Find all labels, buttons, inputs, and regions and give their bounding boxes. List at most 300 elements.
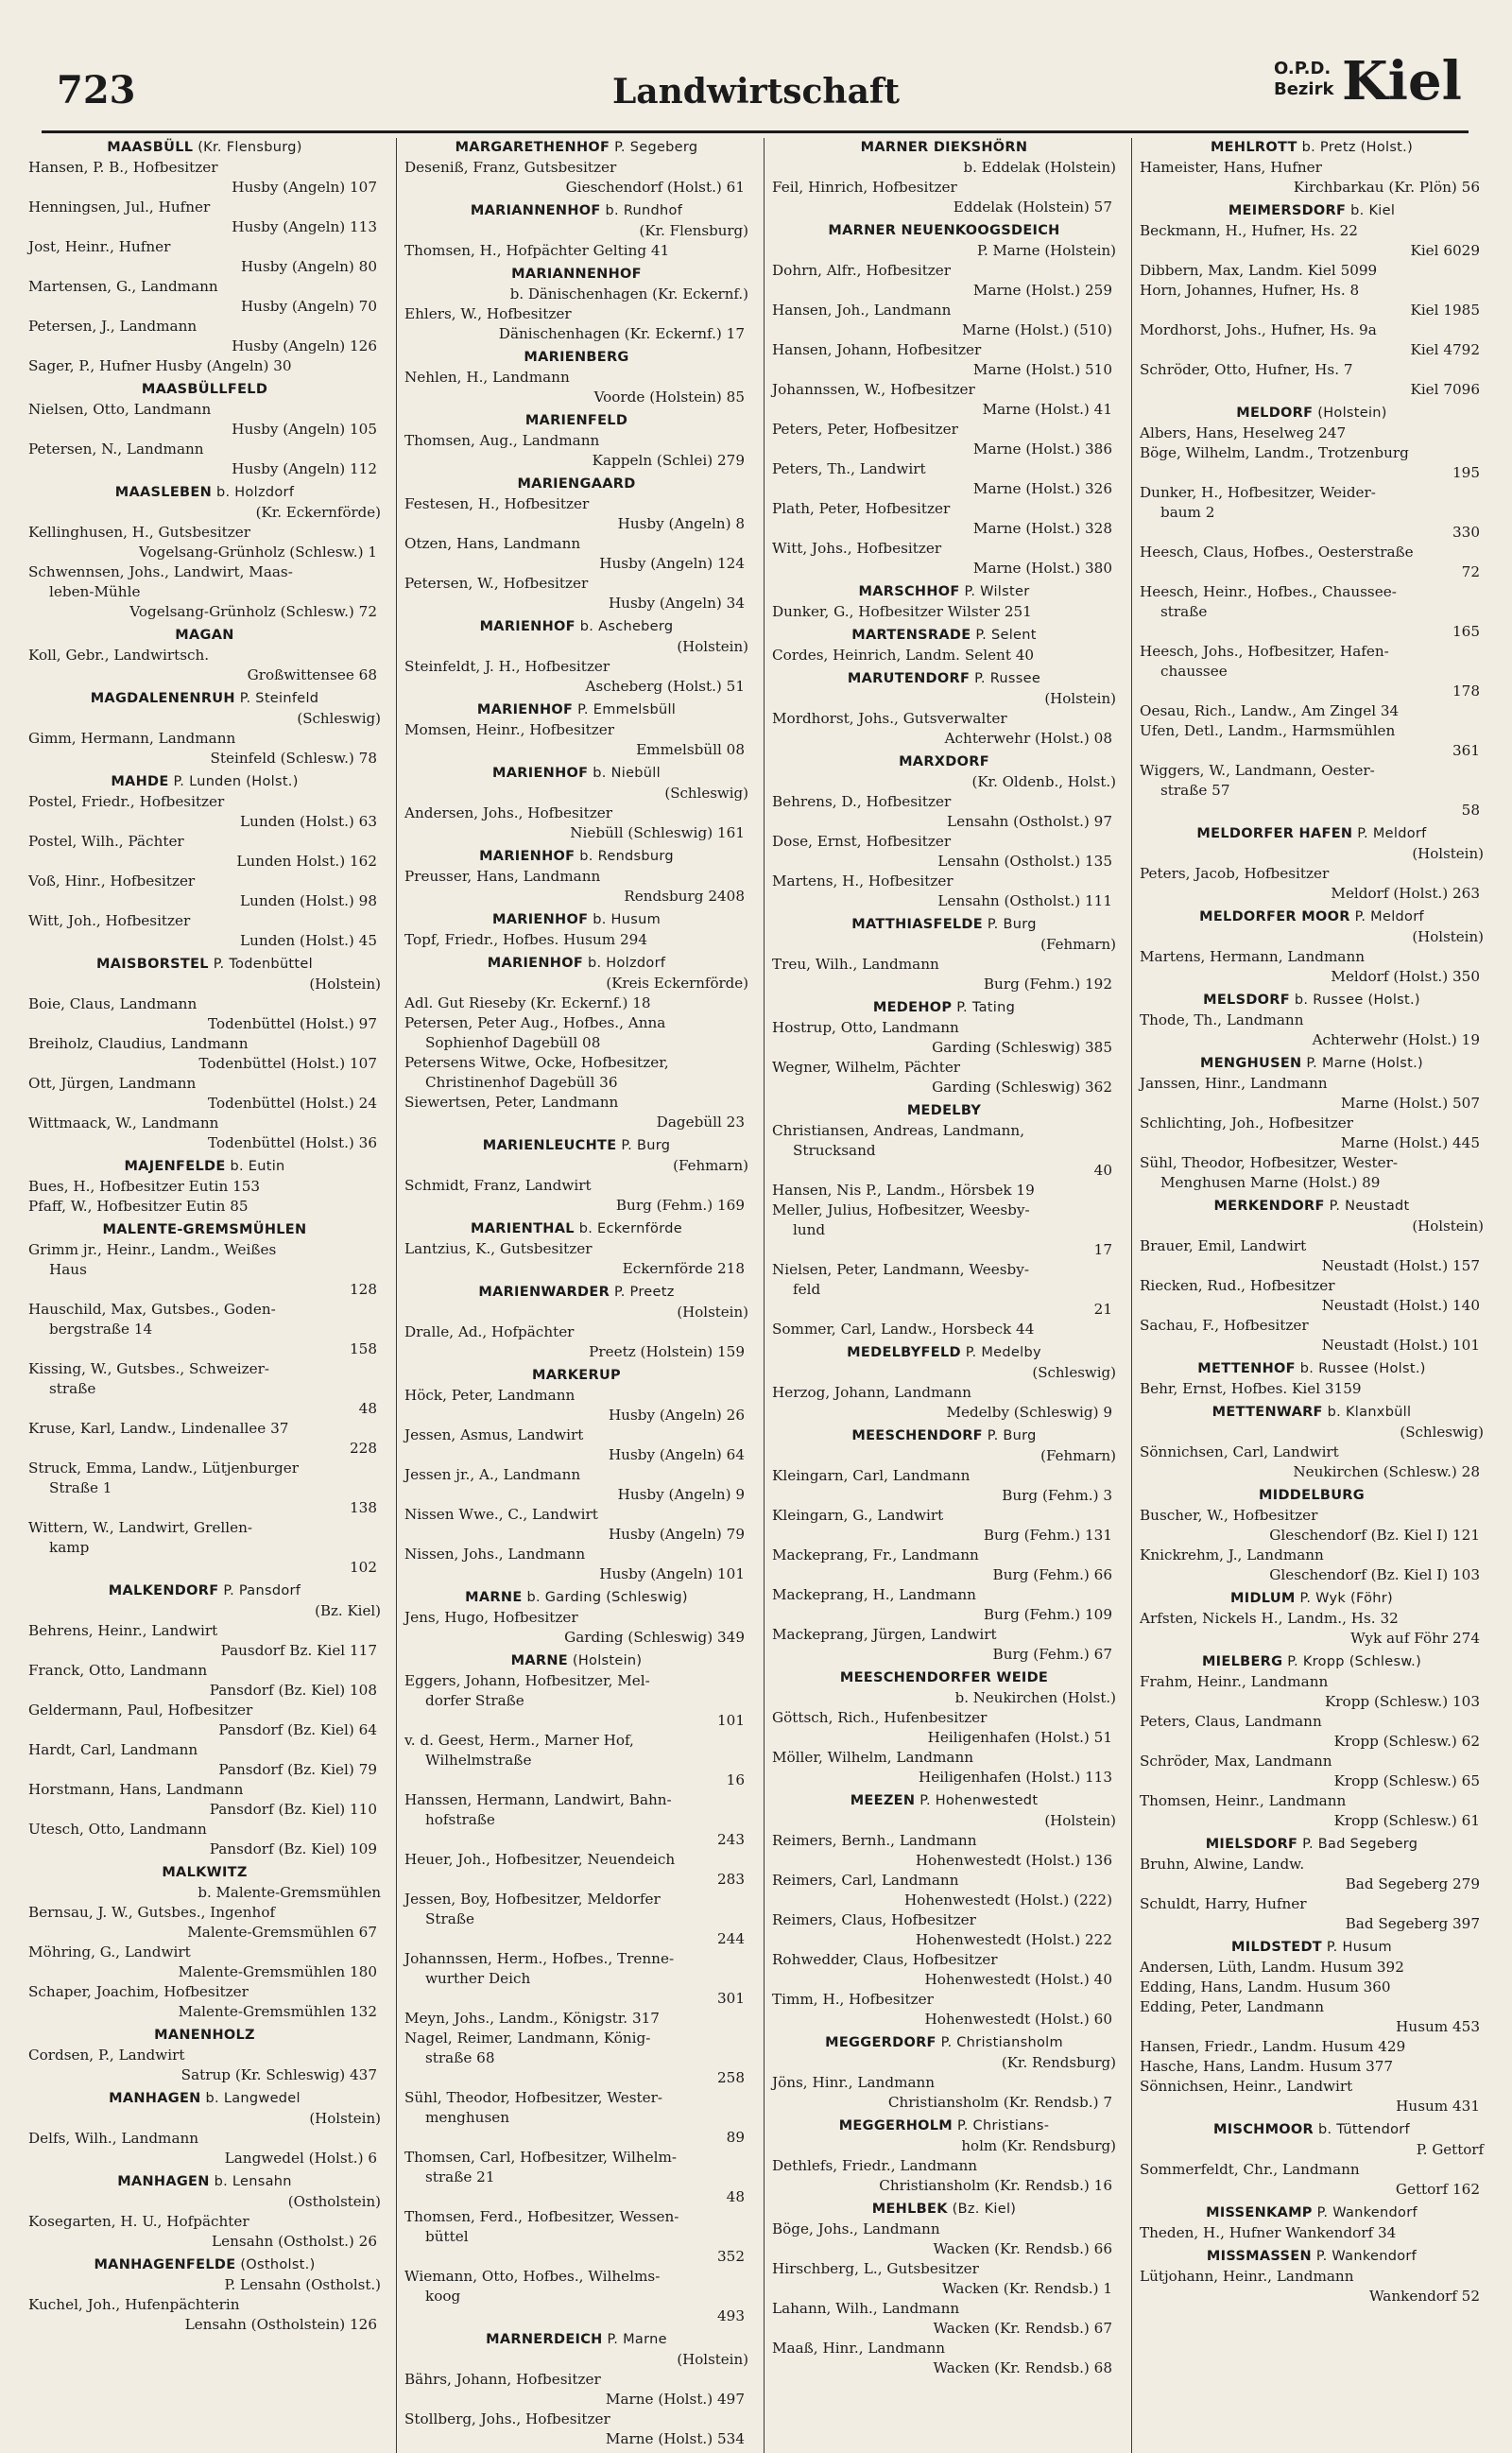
entry-line: Dagebüll 23 bbox=[656, 1114, 745, 1131]
entry-line: Petersen, Peter Aug., Hofbes., Anna bbox=[404, 1014, 666, 1031]
place-section bbox=[28, 483, 381, 622]
entry-line: Christiansholm (Kr. Rendsb.) 16 bbox=[879, 2177, 1112, 2194]
place-postal: b. Rundhof bbox=[600, 203, 683, 218]
entry-line: Lunden (Holst.) 45 bbox=[240, 932, 377, 949]
place-postal: P. Christiansholm bbox=[936, 2035, 1063, 2050]
place-heading bbox=[772, 1791, 1116, 1811]
entry-line: Kiel 1985 bbox=[1410, 302, 1480, 319]
place-heading-cont: b. Dänischenhagen (Kr. Eckernf.) bbox=[509, 285, 748, 302]
district-label-line1: O.P.D. bbox=[1274, 59, 1332, 78]
directory-entry bbox=[772, 1990, 1116, 2030]
entry-line: Reimers, Claus, Hofbesitzer bbox=[772, 1911, 976, 1928]
entry-line: Mackeprang, H., Landmann bbox=[772, 1586, 976, 1603]
place-heading-cont: (Kr. Oldenb., Holst.) bbox=[971, 773, 1116, 790]
place-postal: P. Wilster bbox=[959, 584, 1030, 599]
place-postal: P. Todenbüttel bbox=[208, 957, 313, 972]
entry-line: Dralle, Ad., Hofpächter bbox=[404, 1323, 575, 1340]
directory-entry bbox=[28, 2212, 381, 2252]
place-section bbox=[1140, 824, 1484, 904]
place-postal: b. Ascheberg bbox=[575, 619, 674, 634]
place-postal: P. Meldorf bbox=[1349, 909, 1424, 924]
place-heading-cont: b. Neukirchen (Holst.) bbox=[954, 1689, 1116, 1706]
directory-entry bbox=[28, 317, 381, 356]
place-postal: b. Garding (Schleswig) bbox=[522, 1590, 688, 1605]
place-heading bbox=[28, 772, 381, 792]
place-heading-cont: (Holstein) bbox=[677, 2351, 748, 2368]
place-heading bbox=[28, 1220, 381, 1240]
entry-line: Delfs, Wilh., Landmann bbox=[28, 2130, 199, 2147]
directory-entry bbox=[1140, 947, 1484, 987]
directory-entry bbox=[28, 1034, 381, 1074]
directory-entry bbox=[28, 2129, 381, 2168]
directory-entry bbox=[1140, 2223, 1484, 2243]
place-heading bbox=[28, 2172, 381, 2192]
place-name: MEESCHENDORFER WEIDE bbox=[839, 1670, 1049, 1685]
entry-line: Nagel, Reimer, Landmann, König- bbox=[404, 2030, 651, 2047]
entry-line: Malente-Gremsmühlen 132 bbox=[178, 2003, 377, 2020]
entry-line: Marne (Holst.) 259 bbox=[972, 282, 1112, 299]
entry-line: Husby (Angeln) 8 bbox=[617, 515, 745, 532]
place-name: MEHLROTT bbox=[1210, 140, 1297, 155]
place-name: METTENHOF bbox=[1197, 1361, 1296, 1376]
directory-entry bbox=[1140, 261, 1484, 281]
entry-line: Gleschendorf (Bz. Kiel I) 103 bbox=[1269, 1566, 1480, 1583]
directory-entry bbox=[1140, 1894, 1484, 1934]
directory-entry bbox=[1140, 2267, 1484, 2306]
place-name: MIDDELBURG bbox=[1259, 1488, 1365, 1503]
directory-entry bbox=[1140, 1153, 1484, 1193]
entry-line: Gieschendorf (Holst.) 61 bbox=[565, 179, 745, 196]
directory-entry bbox=[772, 1466, 1116, 1506]
place-postal: P. Husum bbox=[1321, 1940, 1392, 1955]
directory-entry bbox=[772, 832, 1116, 872]
place-postal: P. Wyk (Föhr) bbox=[1295, 1591, 1393, 1606]
place-heading bbox=[28, 2089, 381, 2109]
place-section bbox=[404, 201, 748, 261]
place-name: MARIANNENHOF bbox=[470, 203, 601, 218]
place-heading bbox=[404, 265, 748, 285]
place-name: MILDSTEDT bbox=[1231, 1940, 1322, 1955]
entry-line: Hohenwestedt (Holst.) 60 bbox=[924, 2011, 1112, 2028]
place-heading-cont: (Kr. Rendsburg) bbox=[1001, 2054, 1116, 2071]
entry-line: 48 bbox=[358, 1400, 377, 1417]
entry-line: Hohenwestedt (Holst.) 222 bbox=[915, 1931, 1112, 1948]
directory-entry bbox=[1140, 483, 1484, 543]
entry-line: Christinenhof Dagebüll 36 bbox=[425, 1074, 618, 1091]
place-heading bbox=[772, 2033, 1116, 2053]
entry-line: Theden, H., Hufner Wankendorf 34 bbox=[1140, 2224, 1397, 2241]
entry-line: Lütjohann, Heinr., Landmann bbox=[1140, 2268, 1354, 2285]
place-heading-cont: (Holstein) bbox=[1412, 1218, 1484, 1235]
place-heading-cont: (Fehmarn) bbox=[673, 1157, 748, 1174]
directory-entry bbox=[1140, 1791, 1484, 1831]
entry-line: Achterwehr (Holst.) 19 bbox=[1312, 1031, 1480, 1048]
directory-entry bbox=[28, 1621, 381, 1661]
place-heading bbox=[1140, 1589, 1484, 1609]
entry-line: Höck, Peter, Landmann bbox=[404, 1387, 576, 1404]
place-name: MENGHUSEN bbox=[1200, 1056, 1302, 1071]
entry-line: Marne (Holst.) 510 bbox=[972, 361, 1112, 378]
place-heading bbox=[404, 847, 748, 867]
entry-line: Neustadt (Holst.) 157 bbox=[1321, 1257, 1480, 1274]
entry-line: Marne (Holst.) 497 bbox=[605, 2391, 745, 2408]
place-name: MARIANNENHOF bbox=[511, 267, 642, 282]
place-postal: P. Medelby bbox=[960, 1345, 1041, 1360]
entry-line: Wacken (Kr. Rendsb.) 68 bbox=[933, 2359, 1112, 2376]
entry-line: Thomsen, Ferd., Hofbesitzer, Wessen- bbox=[404, 2208, 679, 2225]
entry-line: Koll, Gebr., Landwirtsch. bbox=[28, 647, 210, 664]
entry-line: Mordhorst, Johs., Hufner, Hs. 9a bbox=[1140, 321, 1377, 338]
directory-entry bbox=[28, 1197, 381, 1217]
directory-entry bbox=[1140, 2057, 1484, 2077]
entry-line: Grimm jr., Heinr., Landm., Weißes bbox=[28, 1241, 277, 1258]
place-name: MERKENDORF bbox=[1213, 1199, 1325, 1214]
entry-line: Kissing, W., Gutsbes., Schweizer- bbox=[28, 1360, 269, 1377]
directory-entry bbox=[1140, 864, 1484, 904]
entry-line: Burg (Fehm.) 169 bbox=[615, 1197, 745, 1214]
entry-line: baum 2 bbox=[1160, 504, 1215, 521]
entry-line: Jessen jr., A., Landmann bbox=[404, 1466, 581, 1483]
entry-line: feld bbox=[793, 1281, 821, 1298]
entry-line: Meldorf (Holst.) 263 bbox=[1331, 885, 1480, 902]
place-name: MANHAGENFELDE bbox=[94, 2257, 236, 2272]
entry-line: 243 bbox=[717, 1831, 745, 1848]
place-section bbox=[28, 1863, 381, 2022]
entry-line: Kleingarn, Carl, Landmann bbox=[772, 1467, 971, 1484]
place-name: MALKENDORF bbox=[108, 1583, 219, 1598]
place-section bbox=[772, 1343, 1116, 1423]
place-name: MARNER NEUENKOOGSDEICH bbox=[828, 223, 1060, 238]
entry-line: Meller, Julius, Hofbesitzer, Weesby- bbox=[772, 1201, 1030, 1218]
entry-line: Wyk auf Föhr 274 bbox=[1350, 1630, 1480, 1647]
place-section bbox=[772, 2200, 1116, 2378]
district-label bbox=[1274, 59, 1333, 100]
directory-entry bbox=[772, 459, 1116, 499]
directory-entry bbox=[772, 2259, 1116, 2299]
directory-entry bbox=[1140, 1978, 1484, 1997]
place-section bbox=[404, 617, 748, 697]
place-name: MIDLUM bbox=[1230, 1591, 1296, 1606]
place-postal: (Holstein) bbox=[1313, 406, 1387, 421]
entry-line: Martens, Hermann, Landmann bbox=[1140, 948, 1366, 965]
entry-line: Lensahn (Ostholst.) 135 bbox=[937, 853, 1112, 870]
place-heading bbox=[28, 2026, 381, 2046]
entry-line: Dibbern, Max, Landm. Kiel 5099 bbox=[1140, 262, 1378, 279]
place-name: MARXDORF bbox=[899, 754, 989, 769]
place-heading bbox=[1140, 2203, 1484, 2223]
entry-line: 17 bbox=[1093, 1241, 1112, 1258]
place-heading-cont: (Holstein) bbox=[309, 2110, 381, 2127]
district-label-line2: Bezirk bbox=[1274, 79, 1334, 99]
entry-line: Jost, Heinr., Hufner bbox=[28, 238, 171, 255]
place-postal: (Bz. Kiel) bbox=[947, 2202, 1017, 2217]
place-heading bbox=[772, 582, 1116, 602]
directory-entry bbox=[772, 792, 1116, 832]
entry-line: Neustadt (Holst.) 140 bbox=[1321, 1297, 1480, 1314]
entry-line: Schaper, Joachim, Hofbesitzer bbox=[28, 1983, 249, 2000]
entry-line: 283 bbox=[717, 1871, 745, 1888]
place-postal: P. Russee bbox=[970, 671, 1041, 686]
place-section bbox=[404, 1283, 748, 1362]
place-section bbox=[28, 1220, 381, 1578]
place-heading bbox=[1140, 1054, 1484, 1074]
place-postal: P. Burg bbox=[982, 1428, 1037, 1443]
directory-entry bbox=[404, 368, 748, 407]
entry-line: wurther Deich bbox=[425, 1970, 531, 1987]
entry-line: Kropp (Schlesw.) 61 bbox=[1333, 1812, 1480, 1829]
entry-line: Burg (Fehm.) 109 bbox=[983, 1606, 1112, 1623]
directory-entry bbox=[772, 1585, 1116, 1625]
entry-line: Postel, Friedr., Hofbesitzer bbox=[28, 793, 225, 810]
entry-line: Schmidt, Franz, Landwirt bbox=[404, 1177, 592, 1194]
entry-line: Edding, Hans, Landm. Husum 360 bbox=[1140, 1978, 1391, 1995]
directory-entry bbox=[1140, 701, 1484, 721]
entry-line: Husby (Angeln) 26 bbox=[608, 1407, 745, 1424]
entry-line: Utesch, Otto, Landmann bbox=[28, 1821, 207, 1838]
entry-line: Gimm, Hermann, Landmann bbox=[28, 730, 236, 747]
place-name: MISCHMOOR bbox=[1213, 2122, 1314, 2137]
column-1 bbox=[28, 138, 381, 2453]
directory-entry bbox=[1140, 1011, 1484, 1050]
place-postal: b. Tüttendorf bbox=[1314, 2122, 1410, 2137]
entry-line: Marne (Holst.) (510) bbox=[962, 321, 1112, 338]
entry-line: hofstraße bbox=[425, 1811, 495, 1828]
directory-entry bbox=[1140, 1752, 1484, 1791]
entry-line: Kropp (Schlesw.) 103 bbox=[1324, 1693, 1480, 1710]
directory-entry bbox=[404, 1608, 748, 1648]
place-heading bbox=[404, 138, 748, 158]
place-section bbox=[1140, 1486, 1484, 1585]
place-section bbox=[404, 1651, 748, 2326]
place-section bbox=[404, 138, 748, 198]
place-postal: P. Tating bbox=[952, 1000, 1016, 1015]
directory-entry bbox=[28, 400, 381, 440]
entry-line: Albers, Hans, Heselweg 247 bbox=[1140, 424, 1347, 441]
entry-line: Adl. Gut Rieseby (Kr. Eckernf.) 18 bbox=[404, 994, 651, 1011]
directory-entry bbox=[1140, 642, 1484, 701]
place-heading-cont: (Holstein) bbox=[309, 976, 381, 993]
entry-line: Peters, Jacob, Hofbesitzer bbox=[1140, 865, 1330, 882]
directory-entry bbox=[404, 431, 748, 471]
place-heading bbox=[404, 1366, 748, 1386]
place-heading-cont: (Schleswig) bbox=[1400, 1424, 1484, 1441]
directory-entry bbox=[1140, 221, 1484, 261]
entry-line: 40 bbox=[1093, 1162, 1112, 1179]
place-heading bbox=[1140, 1486, 1484, 1506]
directory-entry bbox=[28, 158, 381, 198]
directory-entry bbox=[404, 2148, 748, 2207]
place-postal: P. Christians- bbox=[953, 2118, 1050, 2133]
place-name: MARIENHOF bbox=[487, 956, 584, 971]
entry-line: Nissen, Johs., Landmann bbox=[404, 1546, 586, 1563]
entry-line: Lensahn (Ostholstein) 126 bbox=[184, 2316, 377, 2333]
entry-line: Jens, Hugo, Hofbesitzer bbox=[404, 1609, 578, 1626]
entry-line: Pansdorf (Bz. Kiel) 109 bbox=[209, 1840, 377, 1857]
entry-line: Dohrn, Alfr., Hofbesitzer bbox=[772, 262, 952, 279]
place-name: MARIENBERG bbox=[524, 350, 629, 365]
entry-line: koog bbox=[425, 2288, 461, 2305]
directory-entry bbox=[772, 1748, 1116, 1788]
entry-line: Geldermann, Paul, Hofbesitzer bbox=[28, 1702, 253, 1719]
entry-line: Bad Segeberg 279 bbox=[1345, 1875, 1480, 1892]
place-heading bbox=[28, 689, 381, 709]
place-name: MAGAN bbox=[175, 628, 234, 643]
place-heading-cont: (Holstein) bbox=[677, 638, 748, 655]
entry-line: Festesen, H., Hofbesitzer bbox=[404, 495, 590, 512]
entry-line: Thomsen, Heinr., Landmann bbox=[1140, 1792, 1347, 1809]
entry-line: Menghusen Marne (Holst.) 89 bbox=[1160, 1174, 1381, 1191]
page-header bbox=[0, 0, 1512, 142]
place-heading-cont: (Schleswig) bbox=[297, 710, 381, 727]
entry-line: Burg (Fehm.) 192 bbox=[983, 976, 1112, 993]
directory-entry bbox=[1140, 320, 1484, 360]
entry-line: Burg (Fehm.) 131 bbox=[983, 1527, 1112, 1544]
place-section bbox=[404, 1136, 748, 1216]
place-name: MAHDE bbox=[111, 774, 169, 789]
directory-entry bbox=[1140, 1546, 1484, 1585]
directory-entry bbox=[28, 1419, 381, 1459]
entry-line: Brauer, Emil, Landwirt bbox=[1140, 1237, 1307, 1254]
directory-entry bbox=[28, 1820, 381, 1859]
directory-entry bbox=[1140, 360, 1484, 400]
place-heading bbox=[404, 1588, 748, 1608]
directory-entry bbox=[772, 2156, 1116, 2196]
place-postal: b. Holzdorf bbox=[583, 956, 666, 971]
directory-entry bbox=[28, 1943, 381, 1982]
entry-line: Rendsburg 2408 bbox=[624, 888, 745, 905]
place-postal: b. Pretz (Holst.) bbox=[1297, 140, 1414, 155]
entry-line: Nehlen, H., Landmann bbox=[404, 369, 570, 386]
column-2 bbox=[396, 138, 748, 2453]
directory-entry bbox=[772, 1625, 1116, 1665]
entry-line: Husby (Angeln) 34 bbox=[608, 595, 745, 612]
entry-line: Hansen, Johann, Hofbesitzer bbox=[772, 341, 982, 358]
entry-line: 244 bbox=[717, 1930, 745, 1947]
directory-entry bbox=[404, 2410, 748, 2449]
place-postal: b. Klanxbüll bbox=[1322, 1405, 1412, 1420]
place-name: MEESCHENDORF bbox=[851, 1428, 983, 1443]
entry-line: 101 bbox=[717, 1712, 745, 1729]
place-name: MELDORFER HAFEN bbox=[1196, 826, 1353, 841]
entry-line: Arfsten, Nickels H., Landm., Hs. 32 bbox=[1140, 1610, 1399, 1627]
place-heading bbox=[404, 700, 748, 720]
place-heading bbox=[772, 2116, 1116, 2136]
directory-entry bbox=[1140, 423, 1484, 443]
place-section bbox=[1140, 138, 1484, 198]
directory-entry bbox=[28, 646, 381, 685]
place-postal: P. Bad Segeberg bbox=[1297, 1837, 1418, 1852]
entry-line: Wankendorf 52 bbox=[1369, 2288, 1480, 2305]
place-section bbox=[28, 1157, 381, 1217]
entry-line: Pansdorf (Bz. Kiel) 110 bbox=[209, 1801, 377, 1818]
entry-line: Cordsen, P., Landwirt bbox=[28, 2047, 185, 2064]
directory-entry bbox=[1140, 443, 1484, 483]
entry-line: Reimers, Carl, Landmann bbox=[772, 1872, 959, 1889]
place-section bbox=[404, 847, 748, 907]
entry-line: Martensen, G., Landmann bbox=[28, 278, 218, 295]
place-name: MARIENGAARD bbox=[517, 476, 636, 492]
entry-line: Sophienhof Dagebüll 08 bbox=[425, 1034, 601, 1051]
directory-entry bbox=[28, 1074, 381, 1114]
directory-entry bbox=[1140, 1506, 1484, 1546]
place-postal: P. Neustadt bbox=[1324, 1199, 1410, 1214]
directory-entry bbox=[1140, 1379, 1484, 1399]
place-name: MISSMASSEN bbox=[1206, 2249, 1312, 2264]
place-section bbox=[28, 2089, 381, 2168]
directory-entry bbox=[772, 1320, 1116, 1339]
entry-line: büttel bbox=[425, 2228, 469, 2245]
directory-entry bbox=[404, 1890, 748, 1949]
place-heading bbox=[1140, 2120, 1484, 2140]
directory-entry bbox=[404, 1176, 748, 1216]
directory-entry bbox=[28, 2295, 381, 2335]
entry-line: 158 bbox=[350, 1340, 377, 1357]
entry-line: lund bbox=[793, 1221, 826, 1238]
entry-line: Sachau, F., Hofbesitzer bbox=[1140, 1317, 1309, 1334]
place-section bbox=[1140, 1403, 1484, 1482]
entry-line: Deseniß, Franz, Gutsbesitzer bbox=[404, 159, 617, 176]
entry-line: Todenbüttel (Holst.) 107 bbox=[198, 1055, 377, 1072]
place-name: MARIENWARDER bbox=[478, 1285, 610, 1300]
entry-line: Jessen, Asmus, Landwirt bbox=[404, 1426, 584, 1443]
place-name: MAASBÜLL bbox=[107, 140, 194, 155]
entry-line: Bruhn, Alwine, Landw. bbox=[1140, 1856, 1305, 1873]
entry-line: Achterwehr (Holst.) 08 bbox=[944, 730, 1112, 747]
place-name: MAASLEBEN bbox=[114, 485, 213, 500]
place-section bbox=[28, 626, 381, 685]
place-heading bbox=[28, 1863, 381, 1883]
entry-line: Bährs, Johann, Hofbesitzer bbox=[404, 2371, 601, 2388]
entry-line: Schlichting, Joh., Hofbesitzer bbox=[1140, 1114, 1354, 1131]
entry-line: Husby (Angeln) 126 bbox=[232, 337, 377, 354]
entry-line: Lensahn (Ostholst.) 26 bbox=[212, 2233, 377, 2250]
entry-line: straße 57 bbox=[1160, 782, 1230, 799]
place-postal: P. Wankendorf bbox=[1312, 2205, 1418, 2220]
place-postal: P. Wankendorf bbox=[1311, 2249, 1418, 2264]
place-section bbox=[404, 954, 748, 1132]
entry-line: Möhring, G., Landwirt bbox=[28, 1943, 191, 1961]
place-heading bbox=[28, 483, 381, 503]
entry-line: Haus bbox=[49, 1261, 87, 1278]
directory-entry bbox=[772, 2073, 1116, 2113]
entry-line: Petersen, J., Landmann bbox=[28, 318, 198, 335]
place-section bbox=[1140, 2247, 1484, 2306]
entry-line: Johannssen, W., Hofbesitzer bbox=[772, 381, 975, 398]
directory-entry bbox=[404, 1386, 748, 1425]
place-name: MARIENHOF bbox=[479, 619, 576, 634]
place-name: MARNE bbox=[465, 1590, 523, 1605]
place-name: MARIENHOF bbox=[492, 766, 589, 781]
place-heading bbox=[404, 475, 748, 494]
place-section bbox=[28, 689, 381, 769]
entry-line: Großwittensee 68 bbox=[247, 666, 377, 683]
entry-line: Ott, Jürgen, Landmann bbox=[28, 1075, 197, 1092]
entry-line: straße bbox=[49, 1380, 96, 1397]
entry-line: Sommerfeldt, Chr., Landmann bbox=[1140, 2161, 1360, 2178]
header-rule bbox=[42, 130, 1469, 133]
place-section bbox=[772, 221, 1116, 579]
directory-entry bbox=[772, 499, 1116, 539]
place-section bbox=[1140, 991, 1484, 1050]
entry-line: Edding, Peter, Landmann bbox=[1140, 1998, 1325, 2015]
directory-entry bbox=[404, 2009, 748, 2029]
place-postal: (Holstein) bbox=[567, 1653, 643, 1668]
entry-line: Wittmaack, W., Landmann bbox=[28, 1114, 219, 1131]
place-section bbox=[1140, 1938, 1484, 2116]
entry-line: Ehlers, W., Hofbesitzer bbox=[404, 305, 572, 322]
entry-line: Heuer, Joh., Hofbesitzer, Neuendeich bbox=[404, 1851, 676, 1868]
directory-entry bbox=[404, 494, 748, 534]
